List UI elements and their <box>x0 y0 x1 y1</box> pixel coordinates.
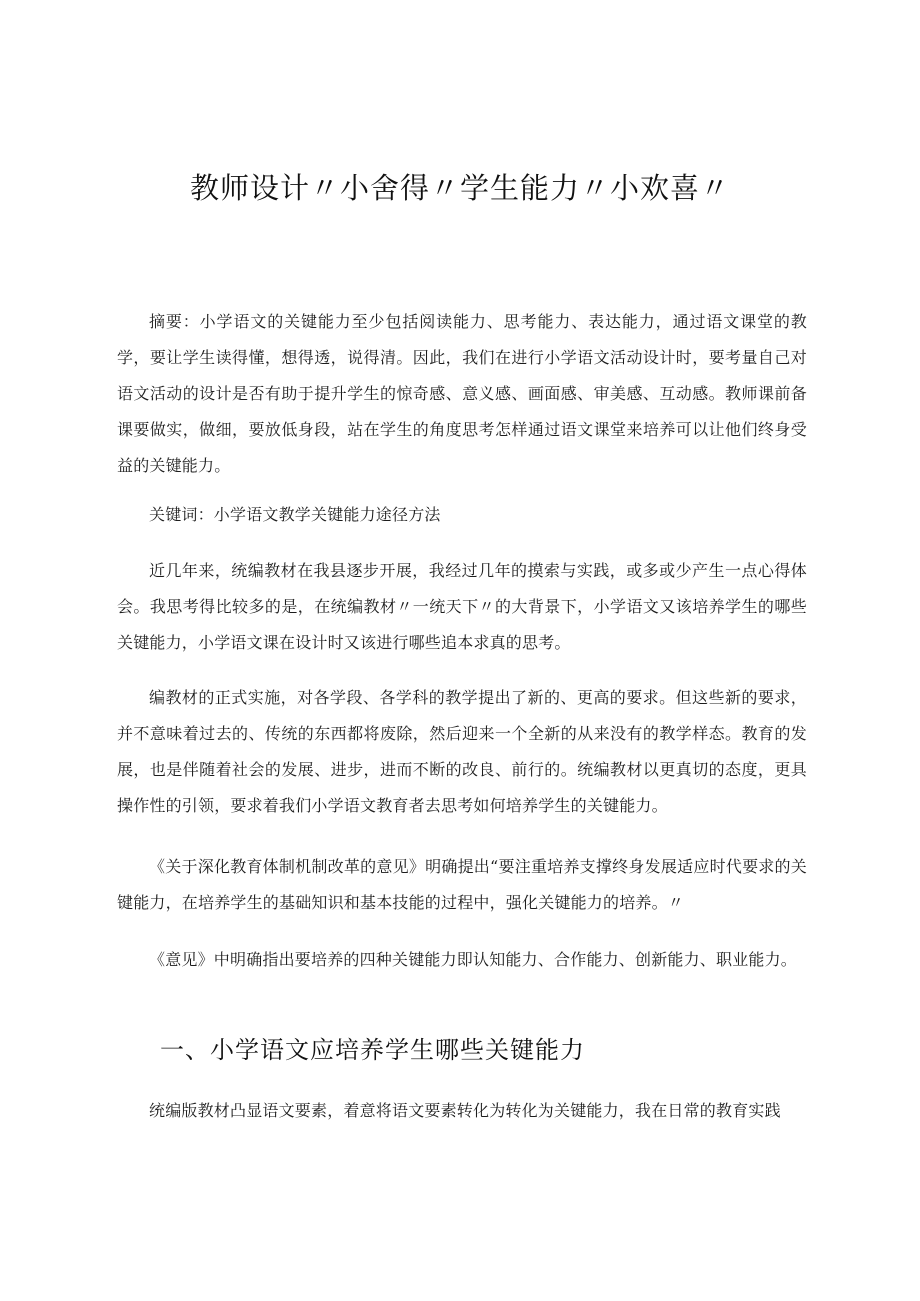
section-paragraph: 统编版教材凸显语文要素，着意将语文要素转化为转化为关键能力，我在日常的教育实践 <box>149 1101 781 1120</box>
abstract-paragraph: 摘要：小学语文的关键能力至少包括阅读能力、思考能力、表达能力，通过语文课堂的教学，要让学生读得懂，想得透，说得清。因此，我们在进行小学语文活动设计时，要考量自己对语文活动的设计是否有助于提升学生的惊奇感、意义感、画面感、审美感、互动感。教师课前备课要做实，做细，要放低身段，站在学生的角度思考怎样通过语文课堂来培养可以让他们终身受益的关键能力。 <box>117 312 807 475</box>
keywords-line: 关键词：小学语文教学关键能力途径方法 <box>149 505 441 524</box>
section-heading: 一、小学语文应培养学生哪些关键能力 <box>160 1036 585 1064</box>
body-paragraph-3: 《关于深化教育体制机制改革的意见》明确提出“要注重培养支撑终身发展适应时代要求的关键能力，在培养学生的基础知识和基本技能的过程中，强化关键能力的培养。〃 <box>117 857 807 912</box>
body-paragraph-2: 编教材的正式实施，对各学段、各学科的教学提出了新的、更高的要求。但这些新的要求，并不意味着过去的、传统的东西都将废除，然后迎来一个全新的从来没有的教学样态。教育的发展，也是伴随着社会的发展、进步，进而不断的改良、前行的。统编教材以更真切的态度，更具操作性的引领，要求着我们小学语文教育者去思考如何培养学生的关键能力。 <box>117 688 807 815</box>
body-paragraph-4: 《意见》中明确指出要培养的四种关键能力即认知能力、合作能力、创新能力、职业能力。 <box>149 950 798 969</box>
body-paragraph-1: 近几年来，统编教材在我县逐步开展，我经过几年的摸索与实践，或多或少产生一点心得体会。我思考得比较多的是，在统编教材〃一统天下〃的大背景下，小学语文又该培养学生的哪些关键能力，小学语文课在设计时又该进行哪些追本求真的思考。 <box>117 561 807 652</box>
document-title: 教师设计〃小舍得〃学生能力〃小欢喜〃 <box>189 171 730 205</box>
